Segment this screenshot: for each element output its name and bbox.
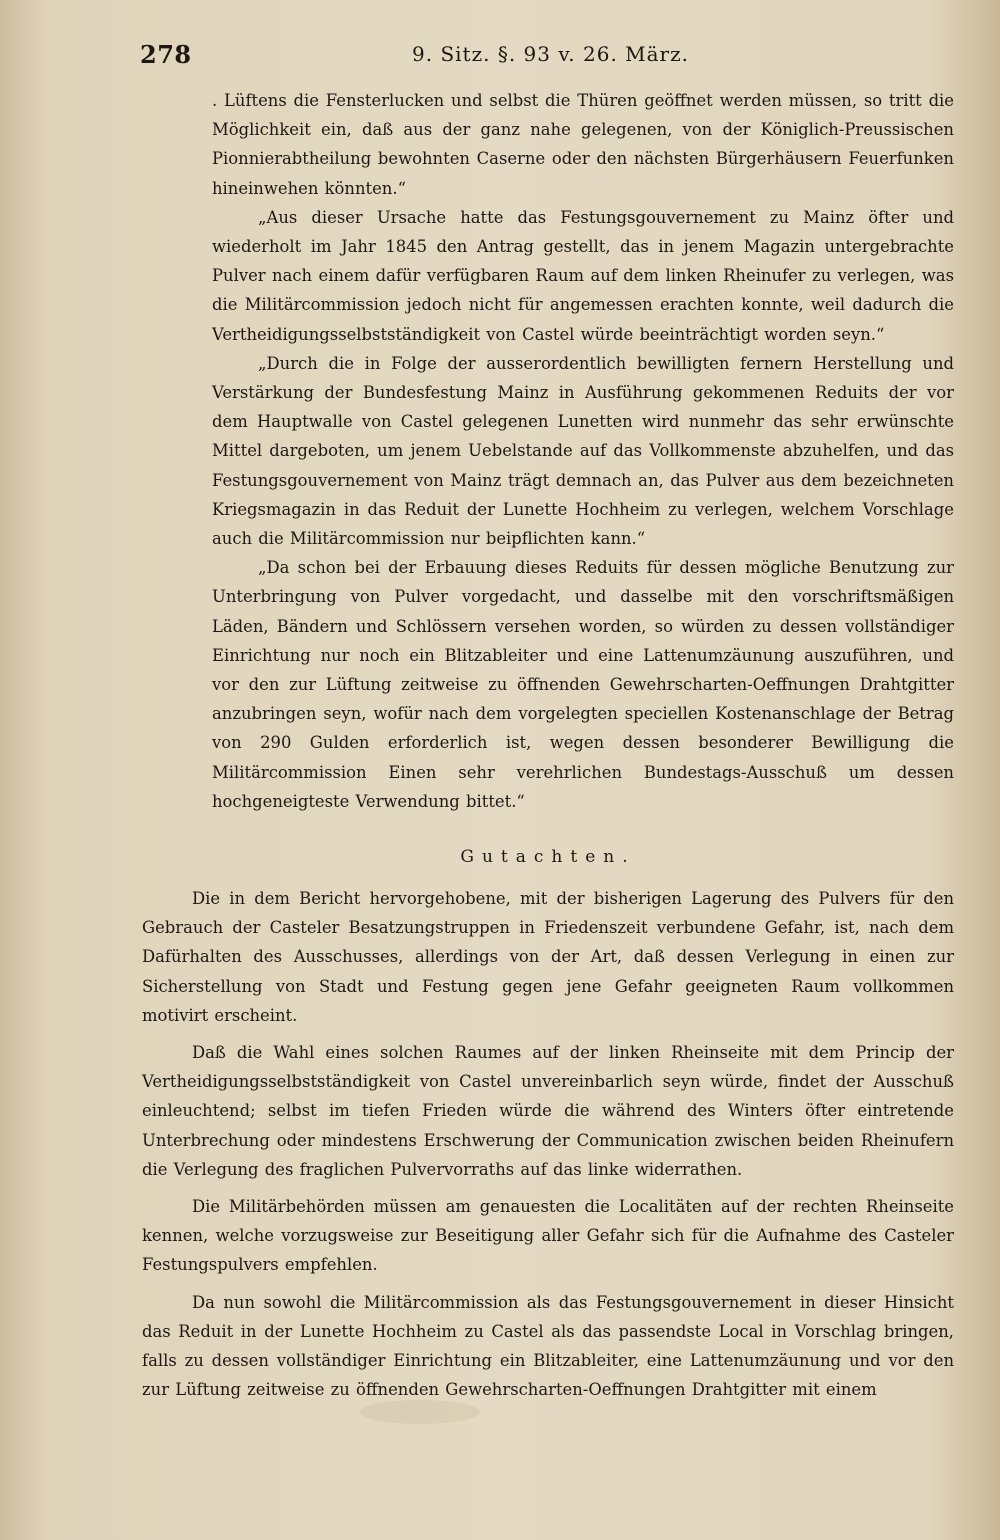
report-section bbox=[212, 86, 954, 816]
opinion-paragraph: Die in dem Bericht hervorgehobene, mit der bisherigen Lagerung des Pulvers für den Gebrauch der Casteler Besatzungstruppen in Friedenszeit verbundene Gefahr, ist, nach dem Dafürhalten des Ausschusses, allerdings von der Art, daß dessen Verlegung in einen zur Sicherstellung von Stadt und Festung gegen jene Gefahr geeigneten Raum vollkommen motivirt erscheint. bbox=[142, 889, 954, 1025]
paper-stain bbox=[360, 1400, 480, 1424]
opinion-paragraph: Die Militärbehörden müssen am genauesten die Localitäten auf der rechten Rheinseite kennen, welche vorzugsweise zur Beseitigung aller Gefahr sich für die Aufnahme des Casteler Festungspulvers empfehlen. bbox=[142, 1197, 954, 1275]
opinion-paragraph: Da nun sowohl die Militärcommission als das Festungsgouvernement in dieser Hinsicht das Reduit in der Lunette Hochheim zu Castel als das passendste Local in Vorschlag bringen, falls zu dessen vollständiger Einrichtung ein Blitzableiter, eine Lattenumzäunung und vor den zur Lüftung zeitweise zu öffnenden Gewehrscharten-Oeffnungen Drahtgitter mit einem bbox=[142, 1292, 954, 1400]
report-paragraph: „Durch die in Folge der ausserordentlich bewilligten fernern Herstellung und Verstärkung der Bundesfestung Mainz in Ausführung gekommenen Reduits der vor dem Hauptwalle von Castel gelegenen Lunetten wird nunmehr das sehr erwünschte Mittel dargeboten, um jenem Uebelstande auf das Vollkommenste abzuhelfen, und das Festungsgouvernement von Mainz trägt demnach an, das Pulver aus dem bezeichneten Kriegsmagazin in das Reduit der Lunette Hochheim zu verlegen, welchem Vorschlage auch die Militärcommission nur beipflichten kann.“ bbox=[212, 353, 954, 549]
report-paragraph: . Lüftens die Fensterlucken und selbst die Thüren geöffnet werden müssen, so tritt die Möglichkeit ein, daß aus der ganz nahe gelegenen, von der Königlich-Preussischen Pionnierabtheilung bewohnten Caserne oder den nächsten Bürgerhäusern Feuerfunken hineinwehen könnten.“ bbox=[212, 91, 954, 198]
running-head: 9. Sitz. §. 93 v. 26. März. bbox=[412, 42, 690, 66]
report-paragraph: „Aus dieser Ursache hatte das Festungsgouvernement zu Mainz öfter und wiederholt im Jahr 1845 den Antrag gestellt, das in jenem Magazin untergebrachte Pulver nach einem dafür verfügbaren Raum auf dem linken Rheinufer zu verlegen, was die Militärcommission jedoch nicht für angemessen erachten konnte, weil dadurch die Vertheidigungsselbstständigkeit von Castel würde beeinträchtigt worden seyn.“ bbox=[212, 207, 954, 344]
page-header bbox=[140, 40, 958, 74]
section-heading: Gutachten. bbox=[460, 847, 636, 867]
opinion-section bbox=[142, 884, 954, 1412]
opinion-paragraph: Daß die Wahl eines solchen Raumes auf der linken Rheinseite mit dem Princip der Vertheidigungsselbstständigkeit von Castel unvereinbarlich seyn würde, findet der Ausschuß einleuchtend; selbst im tiefen Frieden würde die während des Winters öfter eintretende Unterbrechung oder mindestens Erschwerung der Communication zwischen beiden Rheinufern die Verlegung des fraglichen Pulvervorraths auf das linke widerrathen. bbox=[142, 1043, 954, 1179]
page-number: 278 bbox=[140, 40, 192, 69]
report-paragraph: „Da schon bei der Erbauung dieses Reduits für dessen mögliche Benutzung zur Unterbringung von Pulver vorgedacht, und dasselbe mit den vorschriftsmäßigen Läden, Bändern und Schlössern versehen worden, so würden zu dessen vollständiger Einrichtung nur noch ein Blitzableiter und eine Lattenumzäunung auszuführen, und vor den zur Lüftung zeitweise zu öffnenden Gewehrscharten-Oeffnungen Drahtgitter anzubringen seyn, wofür nach dem vorgelegten speciellen Kostenanschlage der Betrag von 290 Gulden erforderlich ist, wegen dessen besonderer Bewilligung die Militärcommission Einen sehr verehrlichen Bundestags-Ausschuß um dessen hochgeneigteste Verwendung bittet.“ bbox=[212, 558, 954, 811]
